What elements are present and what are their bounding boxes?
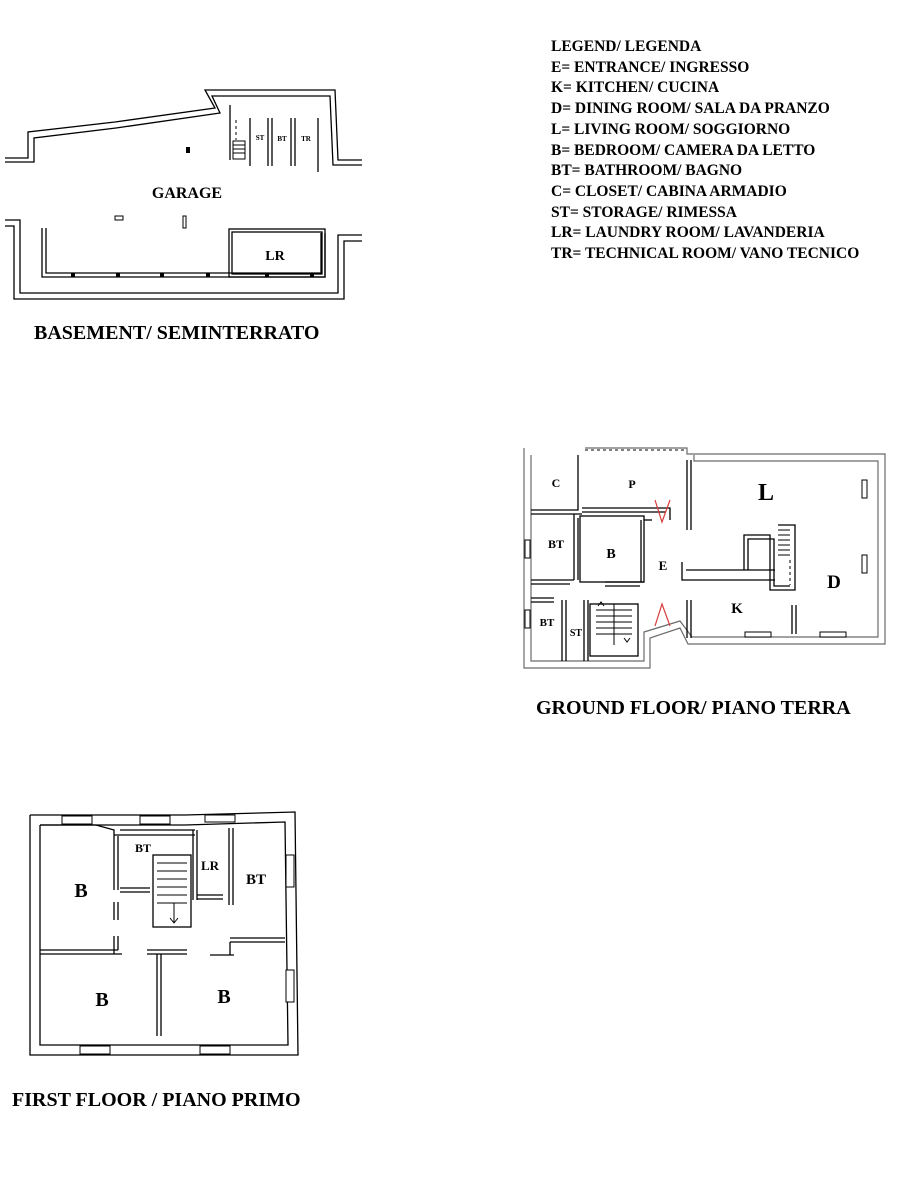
first-floor-caption: FIRST FLOOR / PIANO PRIMO	[12, 1089, 301, 1111]
room-ff-lr: LR	[200, 858, 220, 873]
legend-item-living: L= LIVING ROOM/ SOGGIORNO	[551, 120, 791, 138]
room-basement-lr: LR	[265, 249, 285, 264]
legend-item-kitchen: K= KITCHEN/ CUCINA	[551, 79, 720, 97]
ground-floor-caption: GROUND FLOOR/ PIANO TERRA	[536, 697, 851, 719]
legend-item-storage: ST= STORAGE/ RIMESSA	[551, 203, 737, 221]
legend-item-bathroom: BT= BATHROOM/ BAGNO	[551, 162, 743, 180]
legend-item-entrance: E= ENTRANCE/ INGRESSO	[551, 58, 750, 76]
room-basement-tr: TR	[301, 135, 311, 143]
legend-item-dining: D= DINING ROOM/ SALA DA PRANZO	[551, 100, 830, 118]
legend-title: LEGEND/ LEGENDA	[551, 38, 702, 55]
room-gf-st: ST	[569, 628, 583, 639]
room-gf-bt-lower: BT	[539, 617, 555, 629]
room-gf-d: D	[827, 572, 841, 593]
room-gf-b: B	[606, 547, 616, 562]
room-ff-b-bottom-left: B	[95, 989, 109, 1011]
room-ff-b-top: B	[74, 880, 88, 902]
room-basement-bt: BT	[277, 135, 287, 143]
basement-walls	[5, 90, 362, 299]
room-garage: GARAGE	[151, 185, 223, 202]
room-basement-st: ST	[255, 134, 265, 142]
legend-item-technical: TR= TECHNICAL ROOM/ VANO TECNICO	[551, 245, 860, 263]
room-ff-b-bottom-right: B	[217, 986, 231, 1008]
legend-item-laundry: LR= LAUNDRY ROOM/ LAVANDERIA	[551, 224, 825, 242]
room-gf-k: K	[731, 601, 743, 617]
room-gf-bt-upper: BT	[547, 537, 565, 551]
room-gf-c: C	[551, 476, 561, 490]
room-gf-e: E	[658, 558, 668, 573]
legend	[551, 37, 859, 265]
room-ff-bt-right: BT	[245, 872, 267, 888]
room-gf-p: P	[628, 477, 636, 491]
legend-item-closet: C= CLOSET/ CABINA ARMADIO	[551, 182, 787, 200]
room-gf-l: L	[757, 480, 775, 506]
room-ff-bt-left: BT	[134, 841, 152, 855]
first-floor-walls	[30, 812, 298, 1055]
basement-caption: BASEMENT/ SEMINTERRATO	[34, 322, 320, 344]
ground-floor-walls	[524, 448, 885, 668]
legend-item-bedroom: B= BEDROOM/ CAMERA DA LETTO	[551, 141, 816, 159]
